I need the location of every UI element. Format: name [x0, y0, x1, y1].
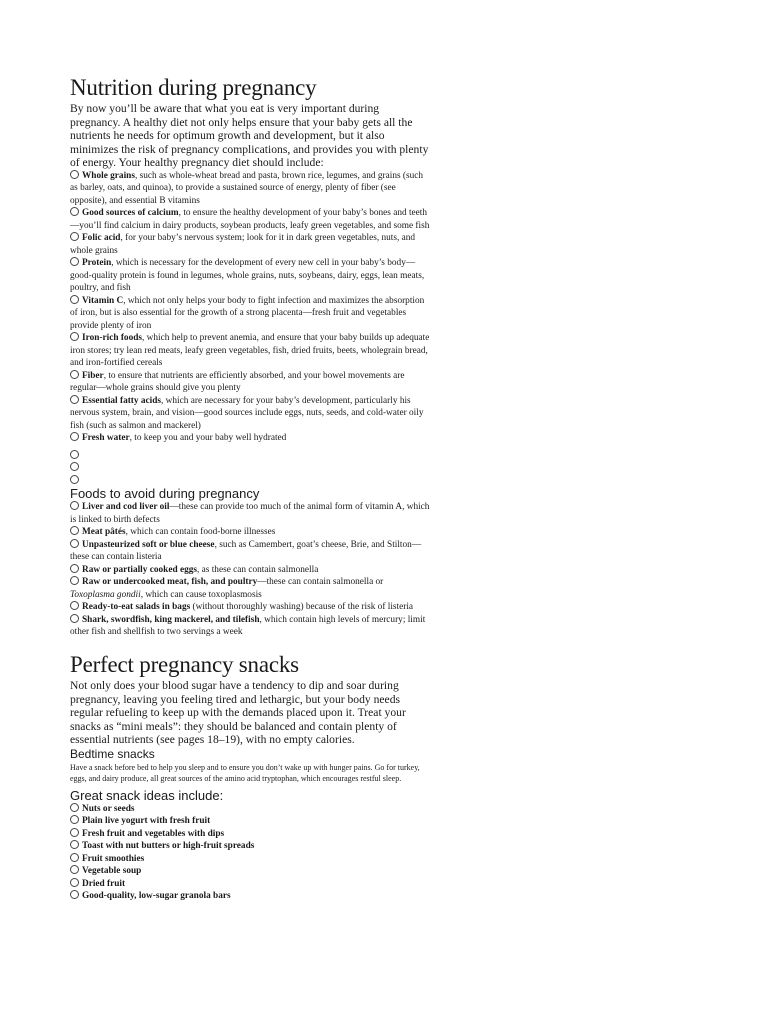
- item-text: , which contain high levels of mercury; limit other fish and shellfish to two servings a week: [70, 614, 426, 638]
- item-bold-label: Liver and cod liver oil: [82, 502, 170, 513]
- item-bold-label: Meat pâtés: [82, 527, 126, 538]
- snacks-title: Perfect pregnancy snacks: [70, 651, 299, 677]
- bullet-icon: [70, 576, 79, 585]
- list-item: [70, 564, 430, 577]
- bullet-icon: [70, 526, 79, 535]
- bullet-icon: [70, 395, 79, 404]
- item-text: , for your baby’s nervous system; look for it in dark green vegetables, nuts, and whole grains: [70, 233, 416, 256]
- bullet-icon: [70, 878, 79, 887]
- bullet-icon: [70, 257, 79, 266]
- item-text: —these can provide too much of the animal form of vitamin A, which is linked to birth defects: [70, 502, 430, 525]
- item-bold-label: Raw or partially cooked eggs: [82, 564, 197, 575]
- item-bold-label: Fresh water: [82, 433, 130, 444]
- item-bold-label: Protein: [82, 258, 112, 269]
- item-text: , to ensure the healthy development of your baby’s bones and teeth—you’ll find calcium in dairy products, soybean products, leafy green vegetables, and some fish: [70, 208, 430, 231]
- item-text: , which are necessary for your baby’s development, particularly his nervous system, brain, and vision—good sources include eggs, nuts, seeds, and cold-water oily fish (such as salmon and mackerel): [70, 395, 424, 431]
- snack-label: Fresh fruit and vegetables with dips: [82, 828, 225, 839]
- diet-list: [70, 170, 430, 445]
- snack-label: Good-quality, low-sugar granola bars: [82, 891, 231, 902]
- list-item: [70, 576, 430, 601]
- bullet-icon: [70, 840, 79, 849]
- item-text: (without thoroughly washing) because of the risk of listeria: [190, 602, 414, 613]
- list-item: [70, 257, 430, 295]
- bullet-icon: [70, 432, 79, 441]
- bullet-icon: [70, 803, 79, 812]
- list-item: [70, 601, 430, 614]
- page-title: Nutrition during pregnancy: [70, 75, 317, 100]
- bullet-icon: [70, 865, 79, 874]
- snack-item: [70, 803, 430, 816]
- snack-item: [70, 828, 430, 841]
- bedtime-text: Have a snack before bed to help you sleep and to ensure you don’t wake up with hunger pains. Go for turkey, eggs, and dairy produce, all great sources of the amino acid tryptophan, which encourages restful sleep.: [70, 762, 420, 784]
- snack-item: [70, 878, 430, 891]
- item-bold-label: Ready-to-eat salads in bags: [82, 602, 191, 613]
- item-text: , which help to prevent anemia, and ensure that your baby builds up adequate iron stores; try lean red meats, leafy green vegetables, fish, dried fruits, beets, wholegrain bread, and iron-fortified cereals: [70, 333, 430, 369]
- item-bold-label: Iron-rich foods: [82, 333, 143, 344]
- bullet-icon: [70, 370, 79, 379]
- item-bold-label: Essential fatty acids: [82, 395, 162, 406]
- bedtime-heading: Bedtime snacks: [70, 746, 155, 761]
- snack-label: Fruit smoothies: [82, 853, 145, 864]
- list-item: [70, 395, 430, 433]
- item-text: , to keep you and your baby well hydrated: [129, 433, 287, 444]
- item-bold-label: Folic acid: [82, 233, 121, 244]
- bullet-icon: [70, 170, 79, 179]
- item-text: —these can contain salmonella or: [257, 577, 384, 588]
- list-item: [70, 539, 430, 564]
- bullet-icon: [70, 207, 79, 216]
- bullet-icon: [70, 475, 79, 484]
- snack-label: Vegetable soup: [82, 866, 142, 877]
- bullet-icon: [70, 501, 79, 510]
- document-page: [70, 74, 430, 903]
- list-item: [70, 370, 430, 395]
- list-item: [70, 526, 430, 539]
- item-text: , as these can contain salmonella: [197, 564, 319, 575]
- item-bold-label: Whole grains: [82, 170, 135, 181]
- snack-label: Plain live yogurt with fresh fruit: [82, 816, 211, 827]
- empty-bullet-row: [70, 457, 430, 470]
- bullet-icon: [70, 295, 79, 304]
- snack-item: [70, 840, 430, 853]
- snack-item: [70, 890, 430, 903]
- item-text: , which is necessary for the development of every new cell in your baby’s body—good-quality protein is found in legumes, whole grains, nuts, soybeans, dairy, eggs, lean meats, poultry, and fish: [70, 258, 425, 294]
- item-bold-label: Vitamin C: [82, 295, 124, 306]
- item-text: , such as whole-wheat bread and pasta, brown rice, legumes, and grains (such as barley, oats, and quinoa), to provide a sustained source of energy, plenty of fiber (see opposite), and essential B vitamins: [70, 170, 424, 206]
- avoid-list: [70, 501, 430, 639]
- item-bold-label: Shark, swordfish, king mackerel, and tilefish: [82, 614, 260, 625]
- ideas-heading: Great snack ideas include:: [70, 787, 224, 803]
- list-item: [70, 170, 430, 208]
- list-item: [70, 614, 430, 639]
- item-bold-label: Raw or undercooked meat, fish, and poultry: [82, 577, 258, 588]
- item-bold-label: Good sources of calcium: [82, 208, 179, 219]
- snacks-intro: Not only does your blood sugar have a tendency to dip and soar during pregnancy, leaving you feeling tired and lethargic, but your body needs regular refueling to keep up with the demands placed upon it. Treat your snacks as “mini meals”: they should be balanced and contain plenty of essential nutrients (see pages 18–19), with no empty calories.: [70, 678, 406, 747]
- bullet-icon: [70, 232, 79, 241]
- item-text: , such as Camembert, goat’s cheese, Brie, and Stilton—these can contain listeria: [70, 539, 422, 563]
- bullet-icon: [70, 564, 79, 573]
- avoid-heading: Foods to avoid during pregnancy: [70, 486, 260, 502]
- bullet-icon: [70, 815, 79, 824]
- list-item: [70, 332, 430, 370]
- snack-label: Toast with nut butters or high-fruit spreads: [82, 841, 255, 852]
- bullet-icon: [70, 539, 79, 548]
- bullet-icon: [70, 332, 79, 341]
- snack-item: [70, 853, 430, 866]
- item-text: , which can cause toxoplasmosis: [140, 589, 262, 600]
- bullet-icon: [70, 614, 79, 623]
- snack-label: Nuts or seeds: [82, 803, 135, 814]
- list-item: [70, 207, 430, 232]
- bullet-icon: [70, 853, 79, 862]
- list-item: [70, 232, 430, 257]
- item-bold-label: Fiber: [82, 370, 104, 381]
- item-italic-text: Toxoplasma gondii: [70, 589, 141, 600]
- empty-bullet-row: [70, 445, 430, 458]
- empty-bullet-row: [70, 470, 430, 483]
- bullet-icon: [70, 890, 79, 899]
- snack-item: [70, 865, 430, 878]
- snack-item: [70, 815, 430, 828]
- list-item: [70, 432, 430, 445]
- intro-paragraph: By now you’ll be aware that what you eat is very important during pregnancy. A healthy diet not only helps ensure that your baby gets all the nutrients he needs for optimum growth and development, but it also minimizes the risk of pregnancy complications, and provides you with plenty of energy. Your healthy pregnancy diet should include:: [70, 102, 429, 170]
- snack-label: Dried fruit: [82, 878, 126, 889]
- item-text: , to ensure that nutrients are efficiently absorbed, and your bowel movements are regular—whole grains should give you plenty: [70, 370, 405, 394]
- snack-list: [70, 803, 430, 903]
- bullet-icon: [70, 828, 79, 837]
- bullet-icon: [70, 601, 79, 610]
- item-text: , which can contain food-borne illnesses: [125, 527, 276, 538]
- list-item: [70, 295, 430, 333]
- item-bold-label: Unpasteurized soft or blue cheese: [82, 539, 215, 550]
- item-text: , which not only helps your body to fight infection and maximizes the absorption of iron, but is also essential for the growth of a strong placenta—fresh fruit and vegetables provide plenty of iron: [70, 295, 425, 331]
- list-item: [70, 501, 430, 526]
